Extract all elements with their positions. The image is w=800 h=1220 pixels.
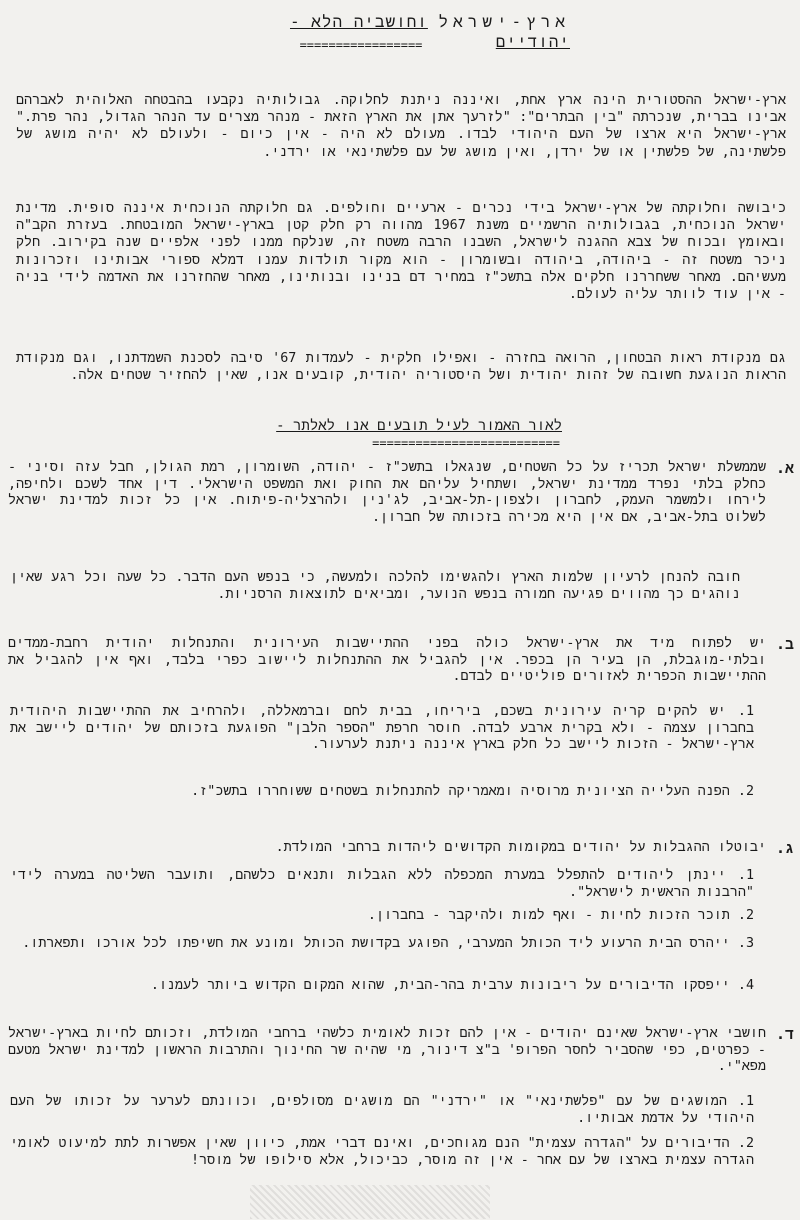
section-d-mark: ד. [775,1025,794,1043]
title-underline-rule: ================= [299,38,423,52]
section-b-mark: ב. [775,635,794,653]
section-c-item-3: 3. ייהרס הבית הרעוע ליד הכותל המערבי, הפוגע בקדושת הכותל ומונע את חשיפתו לכל אורכו ותפארתו. [22,936,754,951]
section-b [8,636,794,686]
section-b-body: יש לפתוח מיד את ארץ-ישראל כולה בפני ההתיישבות העירונית והתנחלות יהודית רחבת-ממדים ובלתי-מוגבלת, הן בעיר הן בכפר. אין להגביל את ההתנחלות ליישוב כפרי בלבד, ואף אין להגביל את ההתיישבות הכפרית לאזורים פוליטיים לבדם. [8,636,766,685]
section-b-item-1: 1. יש להקים קריה עירונית בשכם, ביריחו, בבית לחם וברמאללה, ולהרחיב את ההתיישבות היהודית בחברון עצמה - ולא בקרית ארבע לבדה. חוסר חרפת "הספר הלבן" הפוגעת בזכותם של יהודים ליישב את ארץ-ישראל - הזכות ליישב כל חלק בארץ איננה ניתנת לערעור. [10,704,754,753]
section-d-item-1: 1. המושגים של עם "פלשתינאי" או "ירדני" הם מושגים מסולפים, וכוונתם לערער על זכותו של העם היהודי על אדמת אבותיו. [10,1094,754,1126]
title-part-2: וחושביה הלא - יהודיים [289,12,570,51]
title-part-1: ארץ-ישראל [438,12,570,31]
section-d-body: חושבי ארץ-ישראל שאינם יהודים - אין להם זכות לאומית כלשהי ברחבי המולדת, וזכותם לחיות בארץ-ישראל - כפרטים, כפי שהסביר לחסר הפרופ' ב"צ דינור, מי שהיה שר החינוך והתרבות הראשון למדינת ישראל מטעם מפא"י. [8,1026,766,1075]
scan-smudge [250,1185,490,1219]
section-a-body: שממשלת ישראל תכריז על כל השטחים, שנגאלו בתשכ"ז - יהודה, השומרון, רמת הגולן, חבל עזה וסיני - כחלק בלתי נפרד ממדינת ישראל, ושתחיל עליהם את החוק ואת המשפט הישראלי. דין אחד לשכם ולחיפה, לירחו ולמשמר העמק, לחברון ולצפון-תל-אביב, לג'נין ולהרצליה-פיתוח. אין כל זכות למדינת ישראל לשלוט בתל-אביב, אם אין היא מכירה בזכותה של חברון. [8,460,766,525]
section-c-body: יבוטלו ההגבלות על יהודים במקומות הקדושים ליהדות ברחבי המולדת. [275,840,766,855]
section-heading: לאור האמור לעיל תובעים אנו לאלתר - [276,418,562,434]
section-d [8,1026,794,1076]
section-c-item-1: 1. יינתן ליהודים להתפלל במערת המכפלה ללא הגבלות ותנאים כלשהם, ותועבר השליטה במערה לידי "הרבנות הראשית לישראל". [10,868,754,900]
section-b-item-2: 2. הפנה העלייה הציונית מרוסיה ומאמריקה להתנחלות בשטחים ששוחררו בתשכ"ז. [191,784,754,799]
paragraph-2: כיבושה וחלוקתה של ארץ-ישראל בידי נכרים - ארעיים וחולפים. גם חלוקתה הנוכחית איננה סופית. מדינת ישראל הנוכחית, בגבולותיה הרשמיים משנת 1967 מהווה רק חלק קטן בארץ-ישראל המובטחת. בעזרת הקב"ה ובאומץ ובכוח של צבא ההגנה לישראל, השבנו הרבה משטח זה, שנלקח ממנו לפני אלפיים שנה בקירוב. חלק ניכר משטח זה - ביהודה, ביהודה ובשומרון - הוא מקור תולדות עמנו דמלא ספורי אבותינו וזכרונות מעשיהם. מאחר ששחררנו חלקים אלה בתשכ"ז במחיר דם בנינו ובנותינו, מאחר שהחזרנו את האדמה לידי בניה - אין עוד לוותר עליה לעולם. [16,201,786,303]
section-a [8,460,794,526]
section-c-item-4: 4. ייפסקו הדיבורים על ריבונות ערבית בהר-הבית, שהוא המקום הקדוש ביותר לעמנו. [150,978,754,993]
heading-underline-rule: ========================== [372,436,560,450]
section-c-item-2: 2. תוכר הזכות לחיות - ואף למות ולהיקבר - בחברון. [367,908,754,923]
section-c-mark: ג. [775,839,794,857]
section-d-item-2: 2. הדיבורים על "הגדרה עצמית" הנם מגוחכים, ואינם דברי אמת, כיוון שאין אפשרות לתת למיעוט לאומי הגדרה עצמית בארצו של עם אחר - אין זה מוסר, כביכול, אלא סילופו של מוסר! [10,1136,754,1168]
paragraph-1: ארץ-ישראל ההסטורית הינה ארץ אחת, ואיננה ניתנת לחלוקה. גבולותיה נקבעו בהבטחה האלוהית לאברהם אבינו בברית, שנכרתה "בין הבתרים": "לזרעך אתן את הארץ הזאת - מנהר מצרים עד הנהר הגדול, נהר פרת." ארץ-ישראל היא ארצו של העם היהודי לבדו. מעולם לא היה - אין כיום - ולעולם לא יהיה מושג של פלשתינה, של פלשתין או של ירדן, ואין מושג של עם פלשתינאי או ירדני. [16,93,786,160]
section-a-extra: חובה להנחן לרעיון שלמות הארץ ולהגשימו להלכה ולמעשה, כי בנפש העם הדבר. כל שעה וכל רגע שאין נוהגים כך מהווים פגיעה חמורה בנפש הנוער, ומביאים לתוצאות הרסניות. [10,570,740,602]
paragraph-3: גם מנקודת ראות הבטחון, הרואה בחזרה - ואפילו חלקית - לעמדות 67' סיבה לסכנת השמדתנו, וגם מנקודת הראות הנוגעת חשובה של זהות יהודית ושל היסטוריה יהודית, קובעים אנו, שאין להחזיר שטחים אלה. [16,351,786,384]
section-a-mark: א. [775,459,794,477]
section-c [8,840,794,857]
